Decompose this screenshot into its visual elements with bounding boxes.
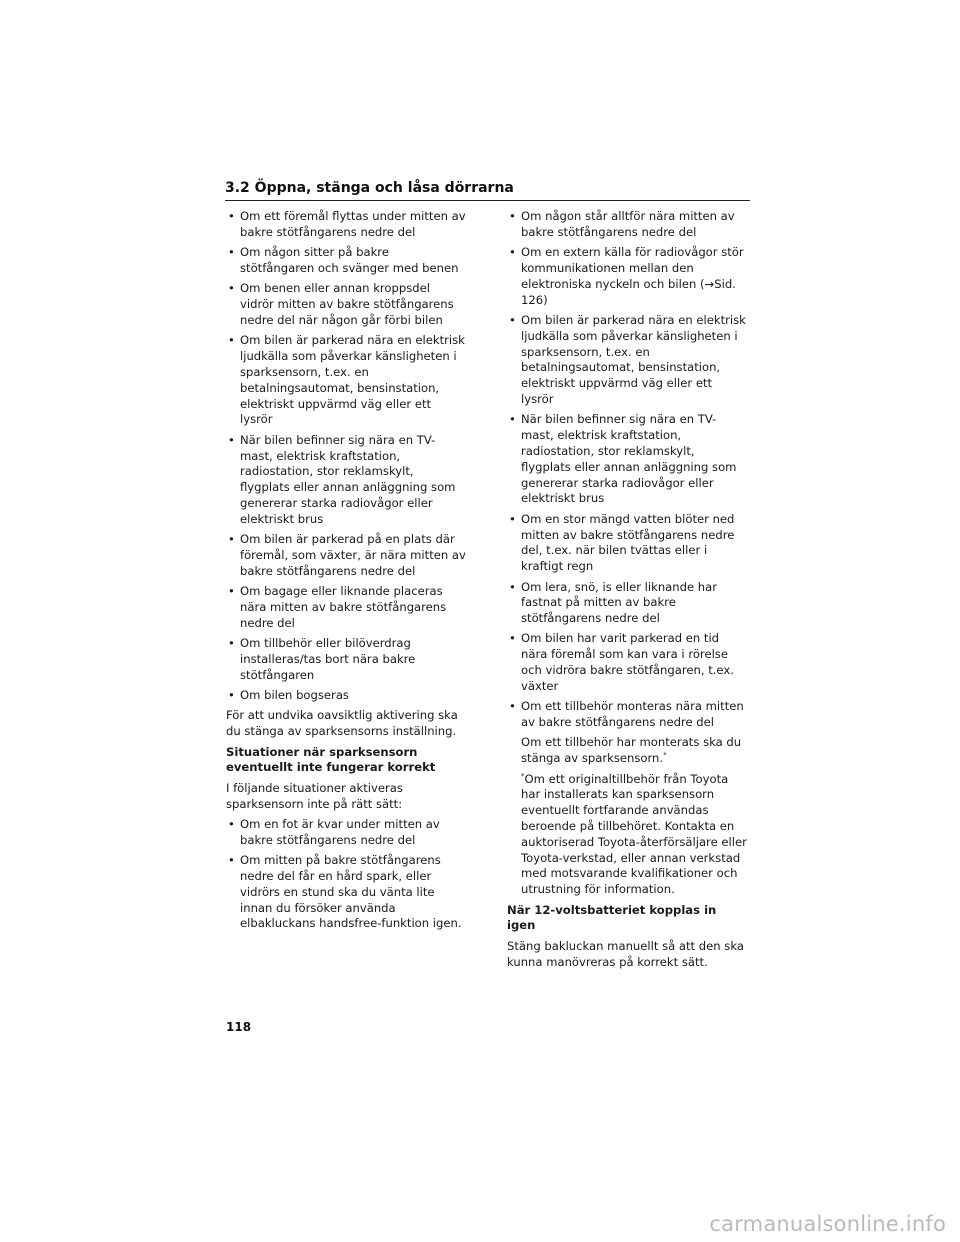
list-item: • Om bilen har varit parkerad en tid nära föremål som kan vara i rörelse och vidröra bakre stötfångaren, t.ex. växter bbox=[507, 631, 747, 694]
list-item: • Om en stor mängd vatten blöter ned mitten av bakre stötfångarens nedre del, t.ex. när bilen tvättas eller i kraftigt regn bbox=[507, 512, 747, 575]
list-item: • När bilen befinner sig nära en TV-mast, elektrisk kraftstation, radiostation, stor reklamskylt, flygplats eller annan anläggning som genererar starka radiovågor eller elektriskt brus bbox=[226, 433, 466, 528]
list-item: • Om tillbehör eller bilöverdrag installeras/tas bort nära bakre stötfångaren bbox=[226, 636, 466, 683]
list-item: • Om ett tillbehör monteras nära mitten av bakre stötfångarens nedre del bbox=[507, 699, 747, 731]
subheading: Situationer när sparksensorn eventuellt inte fungerar korrekt bbox=[226, 744, 436, 775]
paragraph: I följande situationer aktiveras sparksensorn inte på rätt sätt: bbox=[226, 780, 403, 811]
accessory-note bbox=[507, 735, 747, 767]
right-column bbox=[507, 209, 747, 975]
list-item: • Om benen eller annan kroppsdel vidrör mitten av bakre stötfångarens nedre del när någon går förbi bilen bbox=[226, 281, 466, 328]
section-header: 3.2 Öppna, stänga och låsa dörrarna bbox=[225, 180, 750, 201]
page-number: 118 bbox=[226, 1020, 252, 1034]
list-item: • Om bilen bogseras bbox=[226, 688, 466, 704]
accessory-note-text: Om ett tillbehör har monterats ska du stänga av sparksensorn. bbox=[521, 735, 742, 766]
subheading: När 12-voltsbatteriet kopplas in igen bbox=[507, 902, 717, 933]
paragraph: För att undvika oavsiktlig aktivering ska du stänga av sparksensorns inställning. bbox=[226, 708, 458, 739]
list-item: • Om bilen är parkerad nära en elektrisk ljudkälla som påverkar känsligheten i sparksensorn, t.ex. en betalningsautomat, bensinstation, elektriskt uppvärmd väg eller ett lysrör bbox=[226, 333, 466, 428]
list-item: • Om en extern källa för radiovågor stör kommunikationen mellan den elektroniska nyckeln och bilen (→Sid. 126) bbox=[507, 245, 747, 308]
list-item: • Om någon står alltför nära mitten av bakre stötfångarens nedre del bbox=[507, 209, 747, 241]
list-item: • Om en fot är kvar under mitten av bakre stötfångarens nedre del bbox=[226, 817, 466, 849]
paragraph: Stäng bakluckan manuellt så att den ska kunna manövreras på korrekt sätt. bbox=[507, 938, 744, 969]
list-item: • Om ett föremål flyttas under mitten av bakre stötfångarens nedre del bbox=[226, 209, 466, 241]
list-item: • Om någon sitter på bakre stötfångaren och svänger med benen bbox=[226, 245, 466, 277]
list-item: • Om bilen är parkerad på en plats där föremål, som växter, är nära mitten av bakre stötfångarens nedre del bbox=[226, 532, 466, 579]
footnote bbox=[507, 772, 747, 898]
footnote-marker: * bbox=[663, 751, 667, 760]
left-column bbox=[226, 209, 466, 937]
footnote-text: Om ett originaltillbehör från Toyota har installerats kan sparksensorn eventuellt fortfarande användas beroende på tillbehöret. Kontakta en auktoriserad Toyota-återförsäljare eller Toyota-verkstad, eller annan verkstad med motsvarande kvalifikationer och utrustning för information. bbox=[521, 771, 747, 897]
list-item: • Om bilen är parkerad nära en elektrisk ljudkälla som påverkar känsligheten i sparksensorn, t.ex. en betalningsautomat, bensinstation, elektriskt uppvärmd väg eller ett lysrör bbox=[507, 313, 747, 408]
list-item: • Om mitten på bakre stötfångarens nedre del får en hård spark, eller vidrörs en stund ska du vänta lite innan du försöker använda elbakluckans handsfree-funktion igen. bbox=[226, 853, 466, 932]
list-item: • Om bagage eller liknande placeras nära mitten av bakre stötfångarens nedre del bbox=[226, 584, 466, 631]
list-item: • När bilen befinner sig nära en TV-mast, elektrisk kraftstation, radiostation, stor reklamskylt, flygplats eller annan anläggning som genererar starka radiovågor eller elektriskt brus bbox=[507, 412, 747, 507]
watermark: carmanualsonline.info bbox=[709, 1212, 946, 1236]
list-item: • Om lera, snö, is eller liknande har fastnat på mitten av bakre stötfångarens nedre del bbox=[507, 580, 747, 627]
footnote-marker: * bbox=[521, 771, 525, 780]
